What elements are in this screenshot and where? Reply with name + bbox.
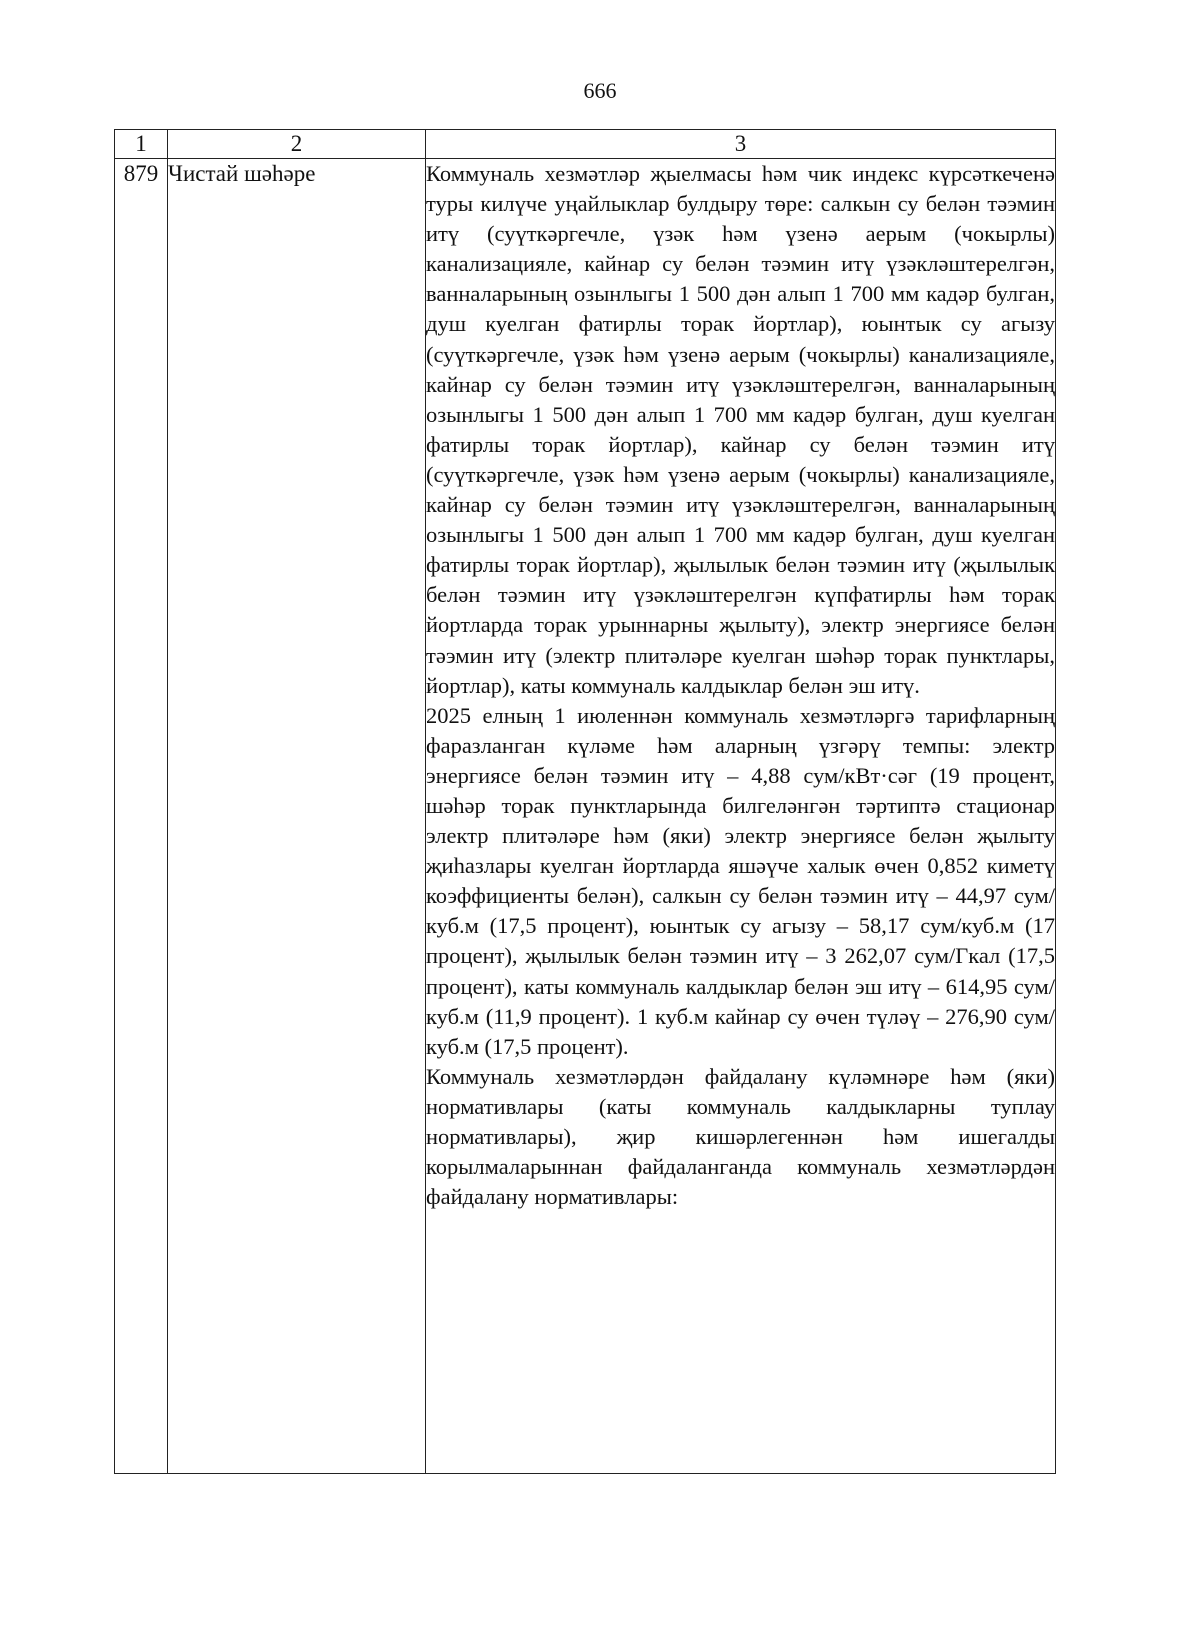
municipality-cell [168,159,426,1474]
column-header-1: 1 [115,130,168,159]
description-paragraph-1: Коммуналь хезмәтләр җыелмасы һәм чик индекс күрсәткеченә туры килүче уңайлыклар булдыру төре: салкын су белән тәэмин итү (суүткәргечле, үзәк һәм үзенә аерым (чокырлы) канализацияле, кайнар су белән тәэмин итү үзәкләштерелгән, ванналарының озынлыгы 1 500 дән алып 1 700 мм кадәр булган, душ куелган фатирлы торак йортлар), юынтык су агызу (суүткәргечле, үзәк һәм үзенә аерым (чокырлы) канализацияле, кайнар су белән тәэмин итү үзәкләштерелгән, ванналарының озынлыгы 1 500 дән алып 1 700 мм кадәр булган, душ куелган фатирлы торак йортлар), кайнар су белән тәэмин итү (суүткәргечле, үзәк һәм үзенә аерым (чокырлы) канализацияле, кайнар су белән тәэмин итү үзәкләштерелгән, ванналарының озынлыгы 1 500 дән алып 1 700 мм кадәр булган, душ куелган фатирлы торак йортлар), җылылык белән тәэмин итү (җылылык белән тәэмин итү үзәкләштерелгән күпфатирлы һәм торак йортларда торак урыннарны җылыту), электр энергиясе белән тәэмин итү (электр плитәләре куелган шәһәр торак пунктлары, йортлар), каты коммуналь калдыклар белән эш итү. [426,161,1055,698]
description-paragraph-2: 2025 елның 1 июленнән коммуналь хезмәтләргә тарифларның фаразланган күләме һәм аларның үзгәрү темпы: электр энергиясе белән тәэмин итү – 4,88 сум/кВт·сәг (19 процент, шәһәр торак пунктларында билгеләнгән тәртиптә стационар электр плитәләре һәм (яки) электр энергиясе белән җылыту җиһазлары куелган йортларда яшәүче халык өчен 0,852 киметү коэффициенты белән), салкын су белән тәэмин итү – 44,97 сум/куб.м (17,5 процент), юынтык су агызу – 58,17 сум/куб.м (17 процент), җылылык белән тәэмин итү – 3 262,07 сум/Гкал (17,5 процент), каты коммуналь калдыклар белән эш итү – 614,95 сум/куб.м (11,9 процент). 1 куб.м кайнар су өчен түләү – 276,90 сум/куб.м (17,5 процент). [426,702,1055,1059]
description-paragraph-3: Коммуналь хезмәтләрдән файдалану күләмнәре һәм (яки) нормативлары (каты коммуналь калдыкларны туплау нормативлары), җир кишәрлегеннән һәм ишегалды корылмаларыннан файдаланганда коммуналь хезмәтләрдән файдалану нормативлары: [426,1063,1055,1210]
page-number: 666 [583,78,617,103]
tariff-table [114,129,1056,1474]
municipality-name: Чистай шәһәре [168,161,316,186]
column-header-3: 3 [426,130,1056,159]
table-row [115,159,1056,1474]
table-header-row [115,130,1056,159]
description-cell [426,159,1056,1474]
column-header-2: 2 [168,130,426,159]
row-number-cell [115,159,168,1474]
row-number: 879 [123,161,159,186]
